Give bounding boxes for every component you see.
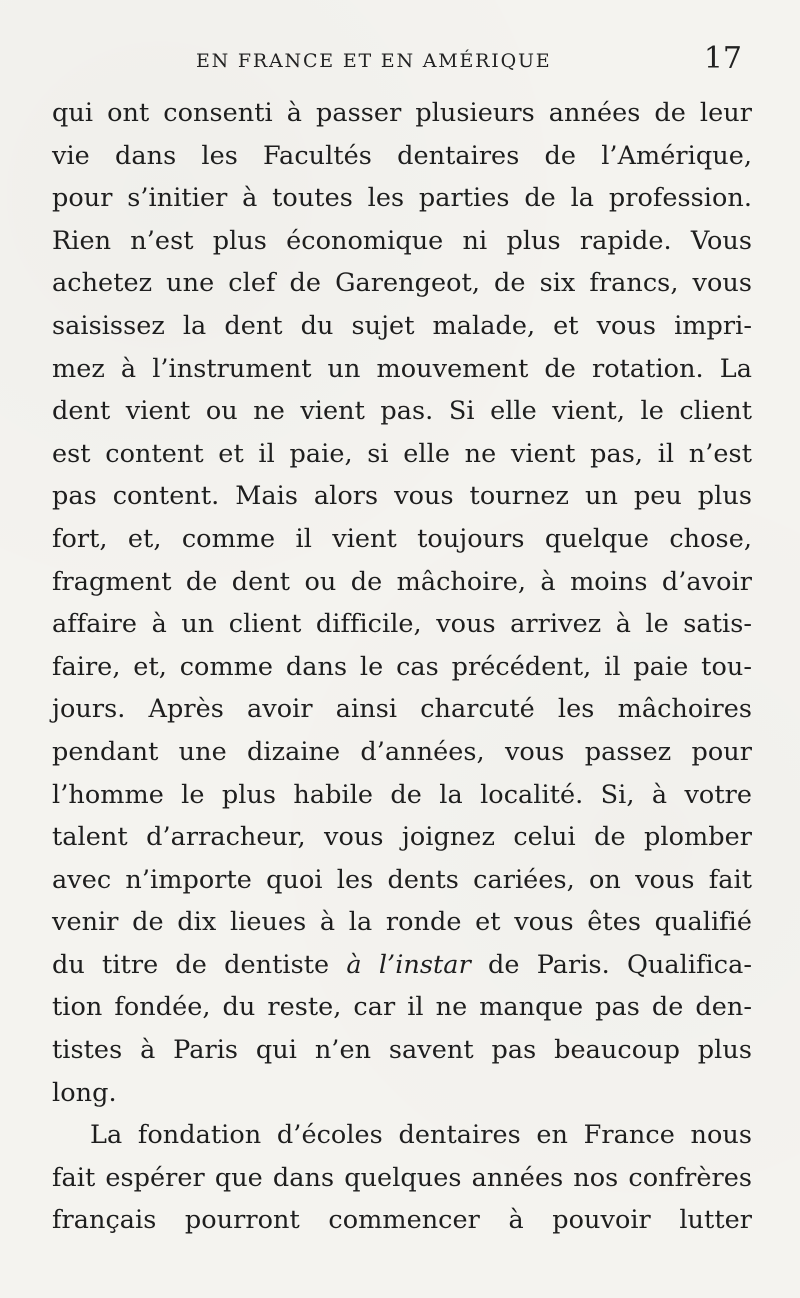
text-line-8: dent vient ou ne vient pas. Si elle vient, le client (52, 396, 752, 427)
text-line-21 (52, 944, 752, 987)
running-header (0, 41, 800, 80)
text-line-20: venir de dix lieues à la ronde et vous êtes qualifié (52, 907, 752, 938)
text-line-13: affaire à un client difficile, vous arrivez à le satis- (52, 609, 752, 640)
text-line-10: pas content. Mais alors vous tournez un peu plus (52, 481, 752, 512)
text-line-4: Rien n’est plus économique ni plus rapide. Vous (52, 225, 752, 256)
text-line-12: fragment de dent ou de mâchoire, à moins d’avoir (52, 566, 752, 597)
text-line-18: talent d’arracheur, vous joignez celui de plomber (52, 822, 752, 853)
page-number: 17 (703, 41, 742, 76)
text-line-24: long. (52, 1077, 117, 1108)
text-line-6: saisissez la dent du sujet malade, et vous impri- (52, 310, 752, 341)
text-line-25: La fondation d’écoles dentaires en France nous (90, 1120, 752, 1151)
text-line-23: tistes à Paris qui n’en savent pas beaucoup plus (52, 1035, 752, 1066)
text-line-1: qui ont consenti à passer plusieurs années de leur (52, 98, 752, 128)
italic-phrase: à l’instar (346, 949, 471, 980)
text-line-3: pour s’initier à toutes les parties de la profession. (52, 183, 752, 214)
text-line-7: mez à l’instrument un mouvement de rotation. La (52, 353, 752, 384)
text-line-15: jours. Après avoir ainsi charcuté les mâchoires (52, 694, 752, 725)
text-line-21-end: de Paris. Qualifica- (470, 949, 752, 980)
text-line-2: vie dans les Facultés dentaires de l’Amérique, (52, 140, 752, 171)
running-title: EN FRANCE ET EN AMÉRIQUE (196, 50, 552, 72)
text-line-5: achetez une clef de Garengeot, de six francs, vous (52, 268, 752, 299)
text-line-16: pendant une dizaine d’années, vous passez pour (52, 736, 752, 767)
text-line-14: faire, et, comme dans le cas précédent, il paie tou- (52, 651, 752, 682)
main-text (52, 92, 752, 1242)
text-line-21-start: du titre de dentiste (52, 949, 347, 980)
text-line-17: l’homme le plus habile de la localité. Si, à votre (52, 779, 752, 810)
text-line-27: français pourront commencer à pouvoir lutter (52, 1205, 752, 1236)
text-line-26: fait espérer que dans quelques années nos confrères (52, 1162, 752, 1193)
text-line-22: tion fondée, du reste, car il ne manque pas de den- (52, 992, 752, 1023)
text-line-11: fort, et, comme il vient toujours quelque chose, (52, 523, 752, 554)
text-line-19: avec n’importe quoi les dents cariées, on vous fait (52, 864, 752, 895)
text-line-9: est content et il paie, si elle ne vient pas, il n’est (52, 438, 752, 469)
